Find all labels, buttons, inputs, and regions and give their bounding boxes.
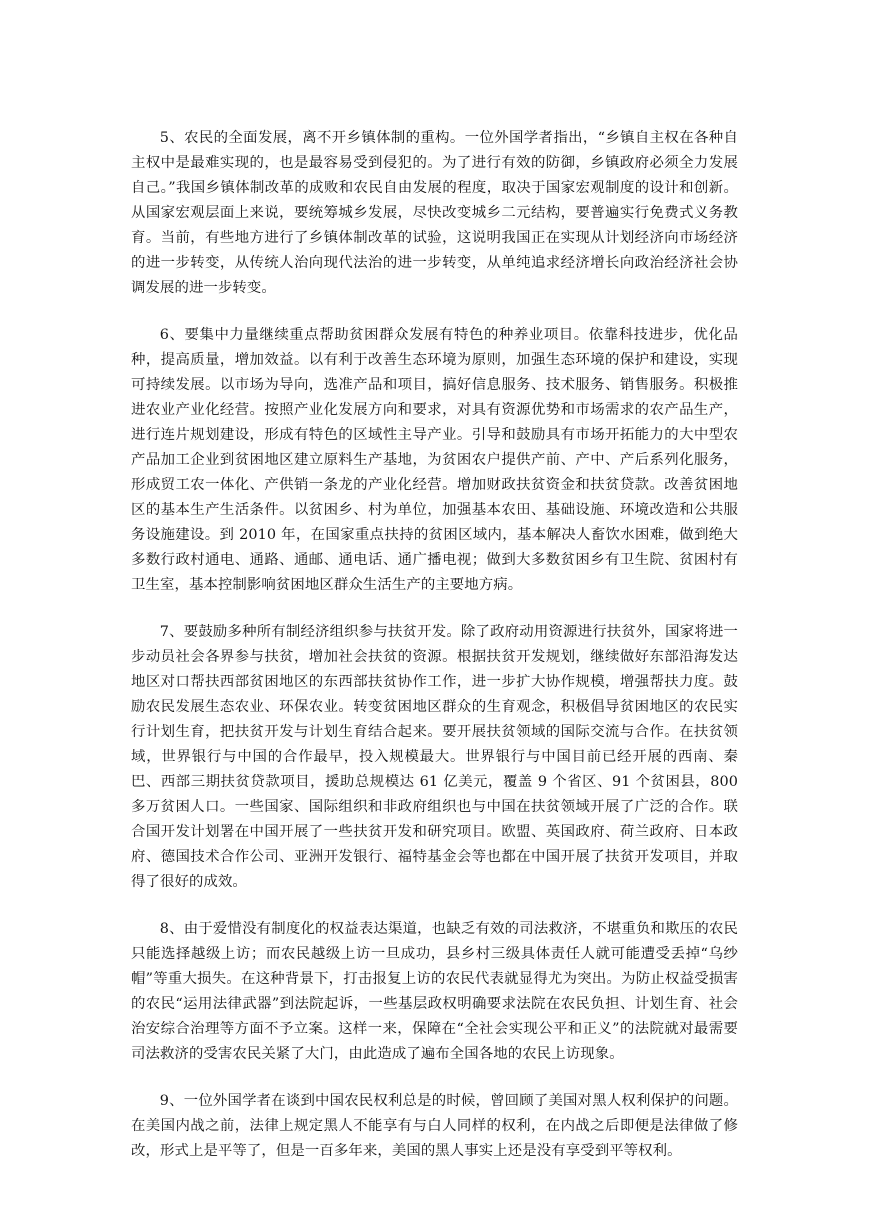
paragraph-7: 7、要鼓励多种所有制经济组织参与扶贫开发。除了政府动用资源进行扶贫外，国家将进一步动员社会各界参与扶贫，增加社会扶贫的资源。根据扶贫开发规划，继续做好东部沿海发达地区对口帮扶西部贫困地区的东西部扶贫协作工作，进一步扩大协作规模，增强帮扶力度。鼓励农民发展生态农业、环保农业。转变贫困地区群众的生育观念，积极倡导贫困地区的农民实行计划生育，把扶贫开发与计划生育结合起来。要开展扶贫领域的国际交流与合作。在扶贫领域，世界银行与中国的合作最早，投入规模最大。世界银行与中国目前已经开展的西南、秦巴、西部三期扶贫贷款项目，援助总规模达 61 亿美元，覆盖 9 个省区、91 个贫困县，800 多万贫困人口。一些国家、国际组织和非政府组织也与中国在扶贫领域开展了广泛的合作。联合国开发计划署在中国开展了一些扶贫开发和研究项目。欧盟、英国政府、荷兰政府、日本政府、德国技术合作公司、亚洲开发银行、福特基金会等也都在中国开展了扶贫开发项目，并取得了很好的成效。 xyxy=(131,624,738,890)
paragraph-9: 9、一位外国学者在谈到中国农民权利总是的时候，曾回顾了美国对黑人权利保护的问题。在美国内战之前，法律上规定黑人不能享有与白人同样的权利，在内战之后即便是法律做了修改，形式上是平等了，但是一百多年来，美国的黑人事实上还是没有享受到平等权利。 xyxy=(131,1093,738,1159)
paragraph-8: 8、由于爱惜没有制度化的权益表达渠道，也缺乏有效的司法救济，不堪重负和欺压的农民只能选择越级上访；而农民越级上访一旦成功，县乡村三级具体责任人就可能遭受丢掉“乌纱帽”等重大损失。在这种背景下，打击报复上访的农民代表就显得尤为突出。为防止权益受损害的农民“运用法律武器”到法院起诉，一些基层政权明确要求法院在农民负担、计划生育、社会治安综合治理等方面不予立案。这样一来，保障在“全社会实现公平和正义”的法院就对最需要司法救济的受害农民关紧了大门，由此造成了遍布全国各地的农民上访现象。 xyxy=(131,921,738,1062)
paragraph-6: 6、要集中力量继续重点帮助贫困群众发展有特色的种养业项目。依靠科技进步，优化品种，提高质量，增加效益。以有利于改善生态环境为原则，加强生态环境的保护和建设，实现可持续发展。以市场为导向，选准产品和项目，搞好信息服务、技术服务、销售服务。积极推进农业产业化经营。按照产业化发展方向和要求，对具有资源优势和市场需求的农产品生产，进行连片规划建设，形成有特色的区域性主导产业。引导和鼓励具有市场开拓能力的大中型农产品加工企业到贫困地区建立原料生产基地，为贫困农户提供产前、产中、产后系列化服务，形成贸工农一体化、产供销一条龙的产业化经营。增加财政扶贫资金和扶贫贷款。改善贫困地区的基本生产生活条件。以贫困乡、村为单位，加强基本农田、基础设施、环境改造和公共服务设施建设。到 2010 年，在国家重点扶持的贫困区域内，基本解决人畜饮水困难，做到绝大多数行政村通电、通路、通邮、通电话、通广播电视；做到大多数贫困乡有卫生院、贫困村有卫生室，基本控制影响贫困地区群众生活生产的主要地方病。 xyxy=(131,327,738,593)
paragraph-5: 5、农民的全面发展，离不开乡镇体制的重构。一位外国学者指出，“乡镇自主权在各种自主权中是最难实现的，也是最容易受到侵犯的。为了进行有效的防御，乡镇政府必须全力发展自己。”我国乡镇体制改革的成败和农民自由发展的程度，取决于国家宏观制度的设计和创新。从国家宏观层面上来说，要统筹城乡发展，尽快改变城乡二元结构，要普遍实行免费式义务教育。当前，有些地方进行了乡镇体制改革的试验，这说明我国正在实现从计划经济向市场经济的进一步转变，从传统人治向现代法治的进一步转变，从单纯追求经济增长向政治经济社会协调发展的进一步转变。 xyxy=(131,130,738,296)
document-body xyxy=(131,126,738,1186)
